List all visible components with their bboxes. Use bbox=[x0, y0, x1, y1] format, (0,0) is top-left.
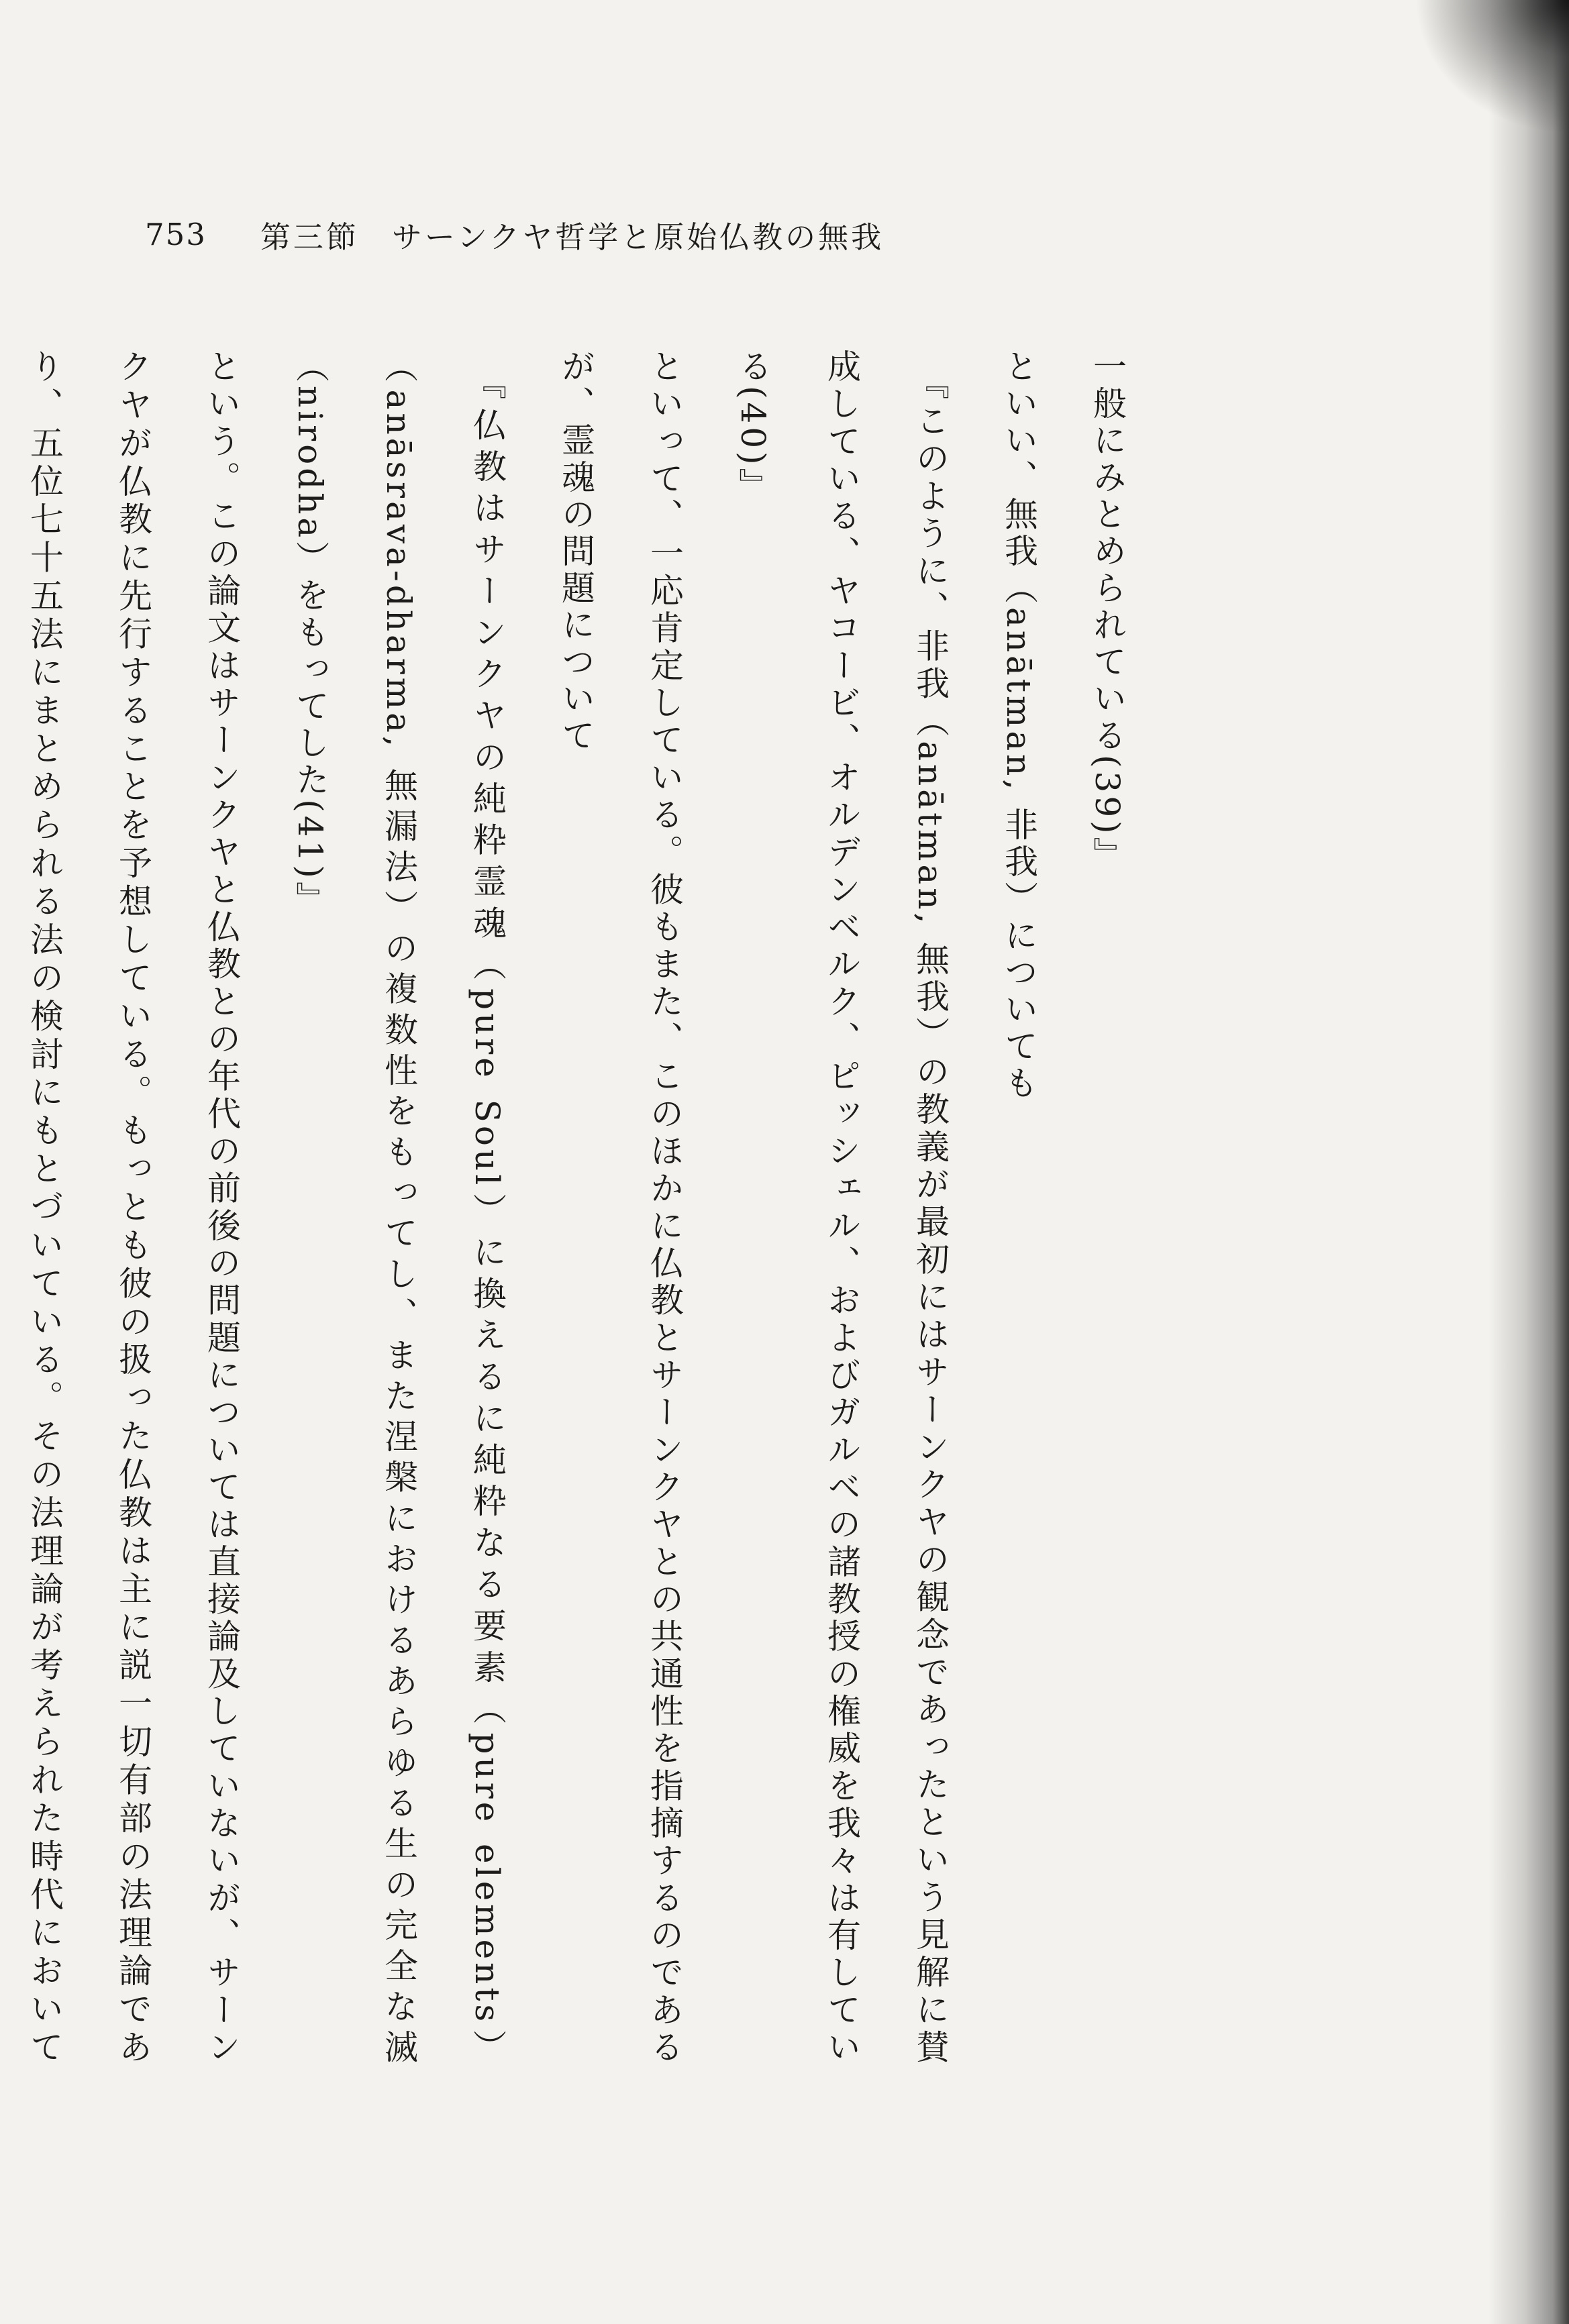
paragraph-affirmation: といって、一応肯定している。彼もまた、このほかに仏教とサーンクヤとの共通性を指摘するのであるが、霊魂の問題について bbox=[556, 349, 684, 2066]
paragraph-intro-anatman: といい、無我（anātman, 非我）についても bbox=[999, 349, 1038, 1103]
scan-edge-shadow bbox=[1488, 0, 1569, 2324]
paragraph-quote-end: 一般にみとめられている(39)』 bbox=[1088, 349, 1127, 874]
paragraph-quote-jacobi: 『このように、非我（anātman, 無我）の教義が最初にはサーンクヤの観念であったという見解に賛成している、ヤコービ、オルデンベルク、ピッシェル、およびガルベの諸教授の権威を我々は有している(40)』 bbox=[733, 349, 950, 2067]
scan-corner-shadow bbox=[1415, 0, 1569, 134]
page-number: 753 bbox=[145, 216, 207, 252]
paragraph-quote-pure-soul: 『仏教はサーンクヤの純粋霊魂（pure Soul）に換えるに純粋なる要素（pure elements）（anāsrava-dharma, 無漏法）の複数性をもってし、また涅槃におけるあらゆる生の完全な滅（nirodha）をもってした(41)』 bbox=[291, 349, 507, 2066]
running-head bbox=[145, 213, 950, 255]
paragraph-sarvastivada: という。この論文はサーンクヤと仏教との年代の前後の問題については直接論及していないが、サーンクヤが仏教に先行することを予想している。もっとも彼の扱った仏教は主に説一切有部の法理論であり、五位七十五法にまとめられる法の検討にもとづいている。その法理論が考えられた時代において bbox=[25, 349, 241, 2066]
body-text bbox=[25, 349, 1152, 2067]
section-title: 第三節 サーンクヤ哲学と原始仏教の無我 bbox=[260, 219, 884, 255]
